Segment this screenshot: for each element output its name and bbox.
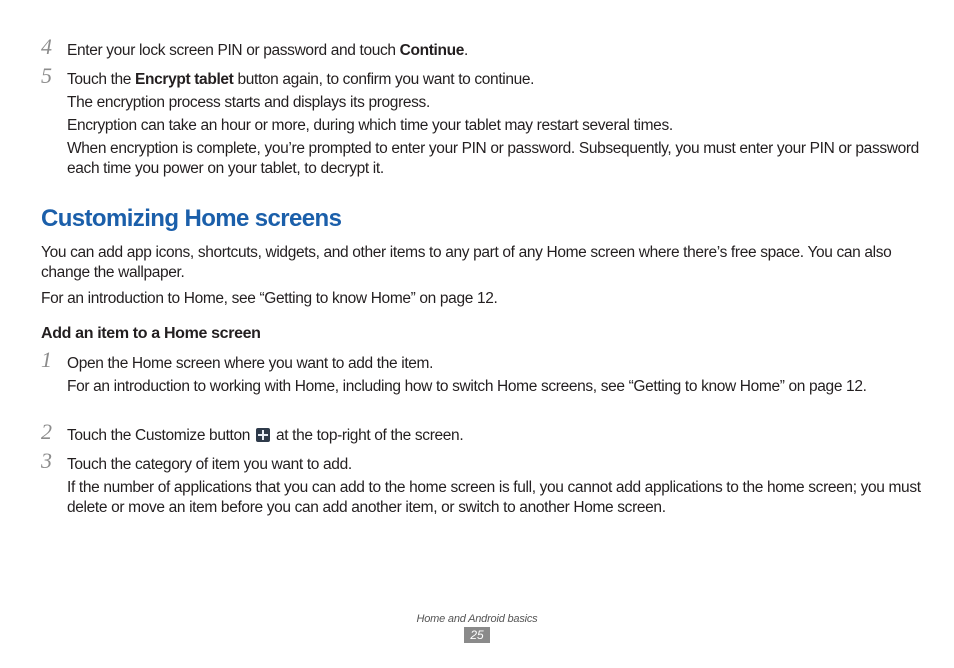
step-2 [41, 419, 921, 449]
step-number: 5 [41, 63, 52, 88]
step-text: Touch the category of item you want to add. [67, 456, 352, 473]
section-title: Customizing Home screens [41, 205, 342, 232]
step-text: Open the Home screen where you want to add the item. [67, 355, 434, 372]
step-number: 2 [41, 419, 52, 444]
step-5 [41, 63, 921, 182]
step-4 [41, 34, 921, 64]
encrypt-tablet-term: Encrypt tablet [135, 71, 234, 88]
step-detail: When encryption is complete, you’re prompted to enter your PIN or password. Subsequently, you must enter your PIN or password each time you power on your tablet, to decrypt it. [67, 140, 919, 177]
step-number: 4 [41, 34, 52, 59]
step-detail: Encryption can take an hour or more, during which time your tablet may restart several times. [67, 117, 673, 134]
step-3 [41, 448, 921, 521]
page-number: 25 [464, 627, 490, 643]
customize-plus-icon [256, 428, 270, 442]
footer-chapter-label: Home and Android basics [416, 613, 538, 625]
step-detail: For an introduction to working with Home, including how to switch Home screens, see “Getting to know Home” on page 12. [67, 378, 867, 395]
continue-term: Continue [399, 42, 464, 59]
intro-paragraph: You can add app icons, shortcuts, widgets, and other items to any part of any Home screen where there’s free space. You can also change the wallpaper. [41, 244, 892, 281]
intro-reference: For an introduction to Home, see “Getting to know Home” on page 12. [41, 290, 498, 307]
step-detail: If the number of applications that you can add to the home screen is full, you cannot add applications to the home screen; you must delete or move an item before you can add another item, or switch to another Home screen. [67, 479, 921, 516]
step-detail: The encryption process starts and displays its progress. [67, 94, 430, 111]
step-text: Touch the Customize button at the top-right of the screen. [67, 427, 464, 444]
subheading: Add an item to a Home screen [41, 325, 261, 342]
step-number: 1 [41, 347, 52, 372]
step-text: Touch the Encrypt tablet button again, to confirm you want to continue. [67, 71, 535, 88]
step-text: Enter your lock screen PIN or password and touch Continue. [67, 42, 468, 59]
step-number: 3 [41, 448, 52, 473]
step-1 [41, 347, 921, 400]
